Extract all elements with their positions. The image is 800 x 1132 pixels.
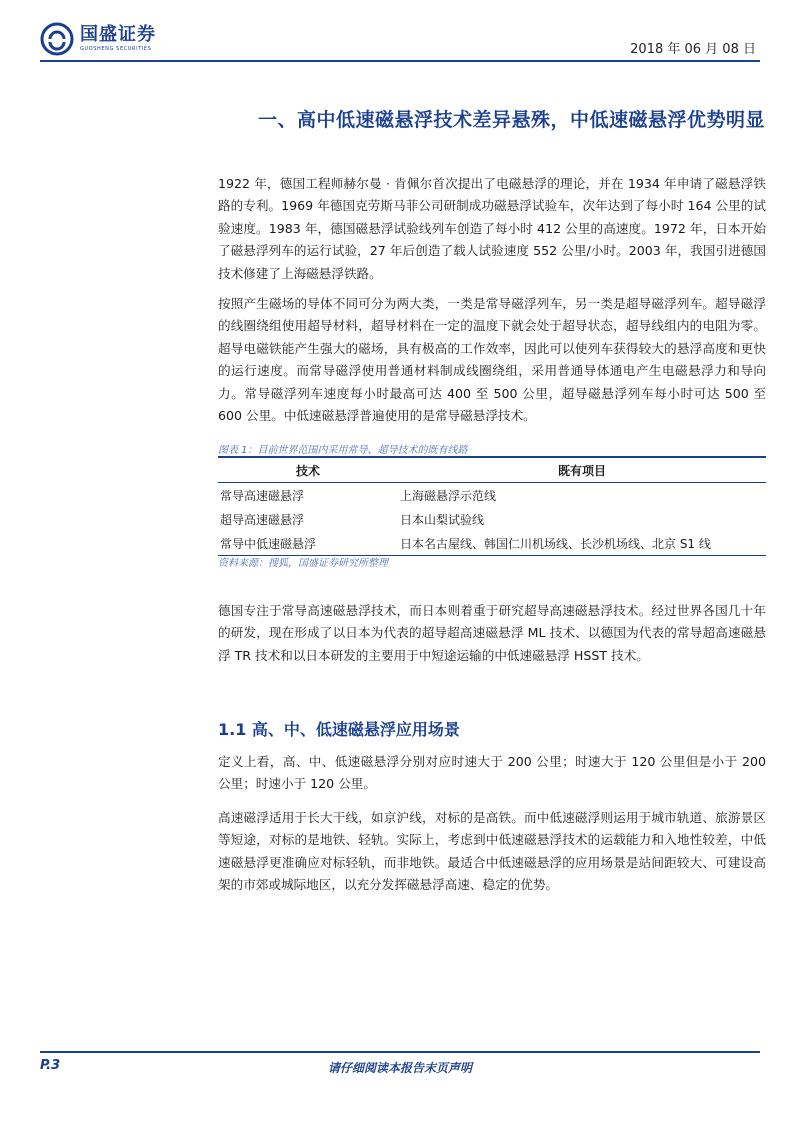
table-cell: 日本名古屋线、韩国仁川机场线、长沙机场线、北京 S1 线 <box>398 531 766 556</box>
table-caption: 图表 1：目前世界范围内采用常导、超导技术的既有线路 <box>218 445 468 456</box>
header-divider <box>40 60 760 62</box>
table-cell: 上海磁悬浮示范线 <box>400 488 497 503</box>
table-header-technology: 技术 <box>218 457 398 483</box>
table-row <box>218 507 766 531</box>
table-source: 资料来源：搜狐，国盛证券研究所整理 <box>218 558 388 569</box>
report-date: 2018 年 06 月 08 日 <box>630 42 756 57</box>
logo-english-name: GUOSHENG SECURITIES <box>80 46 152 52</box>
section-title: 一、高中低速磁悬浮技术差异悬殊，中低速磁悬浮优势明显 <box>257 109 765 131</box>
page-number: P.3 <box>40 1058 61 1073</box>
paragraph-history: 1922 年，德国工程师赫尔曼 · 肯佩尔首次提出了电磁悬浮的理论，并在 1934 年申请了磁悬浮铁路的专利。1969 年德国克劳斯马菲公司研制成功磁悬浮试验车，次年达到了每小时 164 公里的试验速度。1983 年，德国磁悬浮试验线列车创造了每小时 412 公里的高速度。1972 年，日本开始了磁悬浮列车的运行试验，27 年后创造了载人试验速度 552 公里/小时。2003 年，我国引进德国技术修建了上海磁悬浮铁路。 <box>218 176 766 281</box>
table-cell: 超导高速磁悬浮 <box>220 512 305 527</box>
footer-disclaimer: 请仔细阅读本报告末页声明 <box>327 1061 472 1075</box>
table-header-projects: 既有项目 <box>398 457 766 483</box>
table-cell: 常导中低速磁悬浮 <box>218 531 398 556</box>
table-row <box>218 483 766 508</box>
table-cell: 日本山梨试验线 <box>400 512 485 527</box>
paragraph-speed-definition: 定义上看，高、中、低速磁悬浮分别对应时速大于 200 公里；时速大于 120 公里但是小于 200 公里；时速小于 120 公里。 <box>218 754 766 792</box>
page-header <box>0 0 800 70</box>
table-cell: 常导高速磁悬浮 <box>220 488 305 503</box>
paragraph-conductor-types: 按照产生磁场的导体不同可分为两大类，一类是常导磁浮列车，另一类是超导磁浮列车。超导磁浮的线圈绕组使用超导材料，超导材料在一定的温度下就会处于超导状态，超导线组内的电阻为零。超导电磁铁能产生强大的磁场，具有极高的工作效率，因此可以使列车获得较大的悬浮高度和更快的运行速度。而常导磁浮使用普通材料制成线圈绕组，采用普通导体通电产生电磁悬浮力和导向力。常导磁浮列车速度每小时最高可达 400 至 500 公里，超导磁悬浮列车每小时可达 500 至 600 公里。中低速磁悬浮普遍使用的是常导磁悬浮技术。 <box>218 296 766 424</box>
paragraph-application-scenarios: 高速磁浮适用于长大干线，如京沪线，对标的是高铁。而中低速磁浮则运用于城市轨道、旅游景区等短途，对标的是地铁、轻轨。实际上，考虑到中低速磁悬浮技术的运载能力和入地性较差，中低速磁悬浮更准确应对标轻轨，而非地铁。最适合中低速磁悬浮的应用场景是站间距较大、可建设高架的市郊或城际地区，以充分发挥磁悬浮高速、稳定的优势。 <box>218 810 766 893</box>
logo-chinese-name: 国盛证券 <box>80 24 156 45</box>
logo-icon <box>40 22 74 56</box>
subsection-title: 1.1 高、中、低速磁悬浮应用场景 <box>218 720 460 739</box>
paragraph-germany-japan: 德国专注于常导高速磁悬浮技术，而日本则着重于研究超导高速磁悬浮技术。经过世界各国几十年的研发，现在形成了以日本为代表的超导超高速磁悬浮 ML 技术、以德国为代表的常导超高速磁悬浮 TR 技术和以日本研发的主要用于中短途运输的中低速磁悬浮 HSST 技术。 <box>218 603 766 663</box>
table-row <box>218 531 766 556</box>
footer-divider <box>40 1051 760 1053</box>
company-logo <box>40 22 156 56</box>
existing-lines-table <box>218 456 766 556</box>
